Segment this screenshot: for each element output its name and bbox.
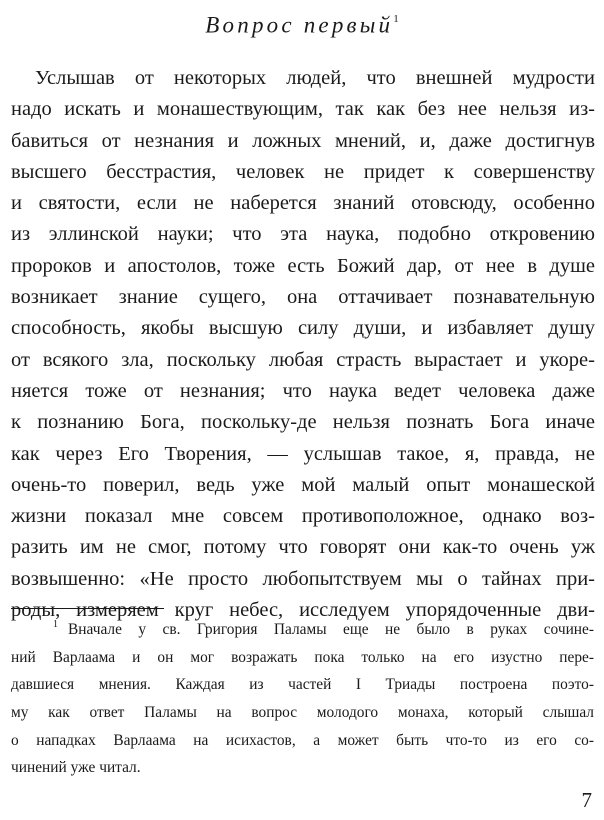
page-number: 7 <box>581 788 592 812</box>
text-line: способность, якобы высшую силу души, и избавляет душу <box>11 317 595 340</box>
text-line: возникает знание сущего, она оттачивает познавательную <box>11 286 595 309</box>
chapter-title: Вопрос первый <box>205 12 394 38</box>
text-line: бавиться от незнания и ложных мнений, и, даже достигнув <box>11 129 595 152</box>
text-line: няется тоже от незнания; что наука ведет человека даже <box>11 379 595 402</box>
footnote-reference: 1 <box>393 13 399 25</box>
text-line: и святости, если не наберется знаний отовсюду, особенно <box>11 192 595 215</box>
chapter-heading <box>0 6 604 41</box>
footnote-line-text: Вначале у св. Григория Паламы еще не было в руках сочине- <box>68 621 594 639</box>
text-line: возвышенно: «Не просто любопытствуем мы о тайнах при- <box>11 567 595 590</box>
footnote-line <box>11 612 594 644</box>
footnote-line: му как ответ Паламы на вопрос молодого монаха, который слышал <box>11 703 594 721</box>
text-line: очень-то поверил, ведь уже мой малый опыт монашеской <box>11 473 595 496</box>
body-paragraph <box>11 63 595 626</box>
footnote <box>11 612 594 782</box>
text-line: разить им не смог, потому что говорят они как-то очень уж <box>11 536 595 559</box>
text-line: к познанию Бога, поскольку-де нельзя познать Бога иначе <box>11 411 595 434</box>
text-line: от всякого зла, поскольку любая страсть вырастает и укоре- <box>11 348 595 371</box>
text-line: жизни показал мне совсем противоположное, однако воз- <box>11 505 595 528</box>
text-line: Услышав от некоторых людей, что внешней мудрости <box>35 67 595 89</box>
text-line: высшего бесстрастия, человек не придет к совершенству <box>11 160 595 183</box>
text-line: пророков и апостолов, тоже есть Божий дар, от нее в душе <box>11 254 595 277</box>
text-line: роды, измеряем круг небес, исследуем упорядоченные дви- <box>11 599 595 622</box>
footnote-line: ний Варлаама и он мог возражать пока только на его изустно пере- <box>11 648 594 666</box>
footnote-line: давшиеся мнения. Каждая из частей I Триады построена поэто- <box>11 676 594 694</box>
text-line: как через Его Творения, — услышав такое, я, правда, не <box>11 442 595 465</box>
text-line: надо искать и монашествующим, так как без нее нельзя из- <box>11 98 595 121</box>
footnote-mark: 1 <box>53 619 58 630</box>
footnote-line: чинений уже читал. <box>11 759 141 777</box>
footnote-separator <box>11 608 164 609</box>
footnote-line: о нападках Варлаама на исихастов, а может быть что-то из его со- <box>11 731 594 749</box>
text-line: из эллинской науки; что эта наука, подобно откровению <box>11 223 595 246</box>
